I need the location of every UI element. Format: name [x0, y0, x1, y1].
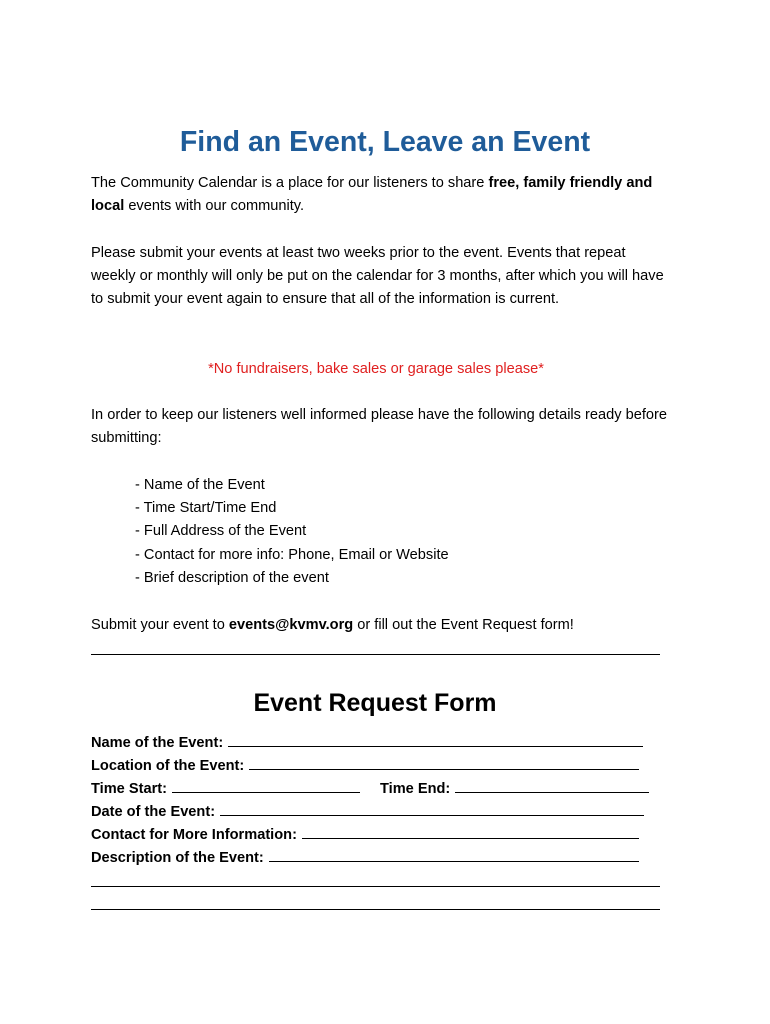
form-field-time-end	[380, 778, 649, 799]
intro-paragraph	[91, 172, 671, 218]
submit-email-link[interactable]: events@kvmv.org	[228, 617, 354, 633]
description-extra-line[interactable]	[91, 886, 660, 887]
details-list-container	[135, 474, 635, 590]
form-field-date	[91, 801, 644, 822]
time-end-field-label: Time End:	[380, 781, 451, 797]
location-field-label: Location of the Event:	[91, 758, 245, 774]
submit-text-end: or fill out the Event Request form!	[353, 617, 574, 633]
intro-text-bold: free, family friendly and local	[91, 175, 653, 214]
form-field-name	[91, 732, 643, 753]
name-field-line[interactable]	[228, 732, 643, 747]
form-field-description	[91, 847, 639, 868]
time-start-field-label: Time Start:	[91, 781, 167, 797]
date-field-line[interactable]	[220, 801, 644, 816]
page-title: Find an Event, Leave an Event	[179, 126, 591, 158]
details-intro-paragraph: In order to keep our listeners well informed please have the following details ready before submitting:	[91, 407, 667, 446]
description-field-label: Description of the Event:	[91, 850, 264, 866]
form-field-time-start	[91, 778, 360, 799]
contact-field-line[interactable]	[302, 824, 639, 839]
form-title: Event Request Form	[253, 689, 497, 717]
submit-paragraph	[91, 614, 691, 637]
form-field-location	[91, 755, 639, 776]
form-field-contact	[91, 824, 639, 845]
details-list	[135, 474, 635, 590]
list-item: - Full Address of the Event	[135, 523, 307, 540]
list-item: - Contact for more info: Phone, Email or Website	[135, 546, 449, 563]
location-field-line[interactable]	[249, 755, 639, 770]
list-item: - Brief description of the event	[135, 569, 329, 586]
submit-text-start: Submit your event to	[91, 617, 229, 633]
restriction-notice: *No fundraisers, bake sales or garage sales please*	[208, 361, 544, 377]
intro-text-start: The Community Calendar is a place for our listeners to share	[91, 175, 489, 191]
section-divider	[91, 654, 660, 655]
description-field-line[interactable]	[269, 847, 639, 862]
date-field-label: Date of the Event:	[91, 804, 216, 820]
submission-policy-paragraph: Please submit your events at least two weeks prior to the event. Events that repeat weekly or monthly will only be put on the calendar for 3 months, after which you will have to submit your event again to ensure that all of the information is current.	[91, 245, 664, 307]
name-field-label: Name of the Event:	[91, 735, 224, 751]
contact-field-label: Contact for More Information:	[91, 827, 297, 843]
list-item: - Name of the Event	[135, 477, 265, 493]
time-start-field-line[interactable]	[172, 778, 360, 793]
list-item: - Time Start/Time End	[135, 500, 277, 517]
intro-text-end: events with our community.	[124, 198, 305, 214]
time-end-field-line[interactable]	[455, 778, 649, 793]
description-extra-line[interactable]	[91, 909, 660, 910]
